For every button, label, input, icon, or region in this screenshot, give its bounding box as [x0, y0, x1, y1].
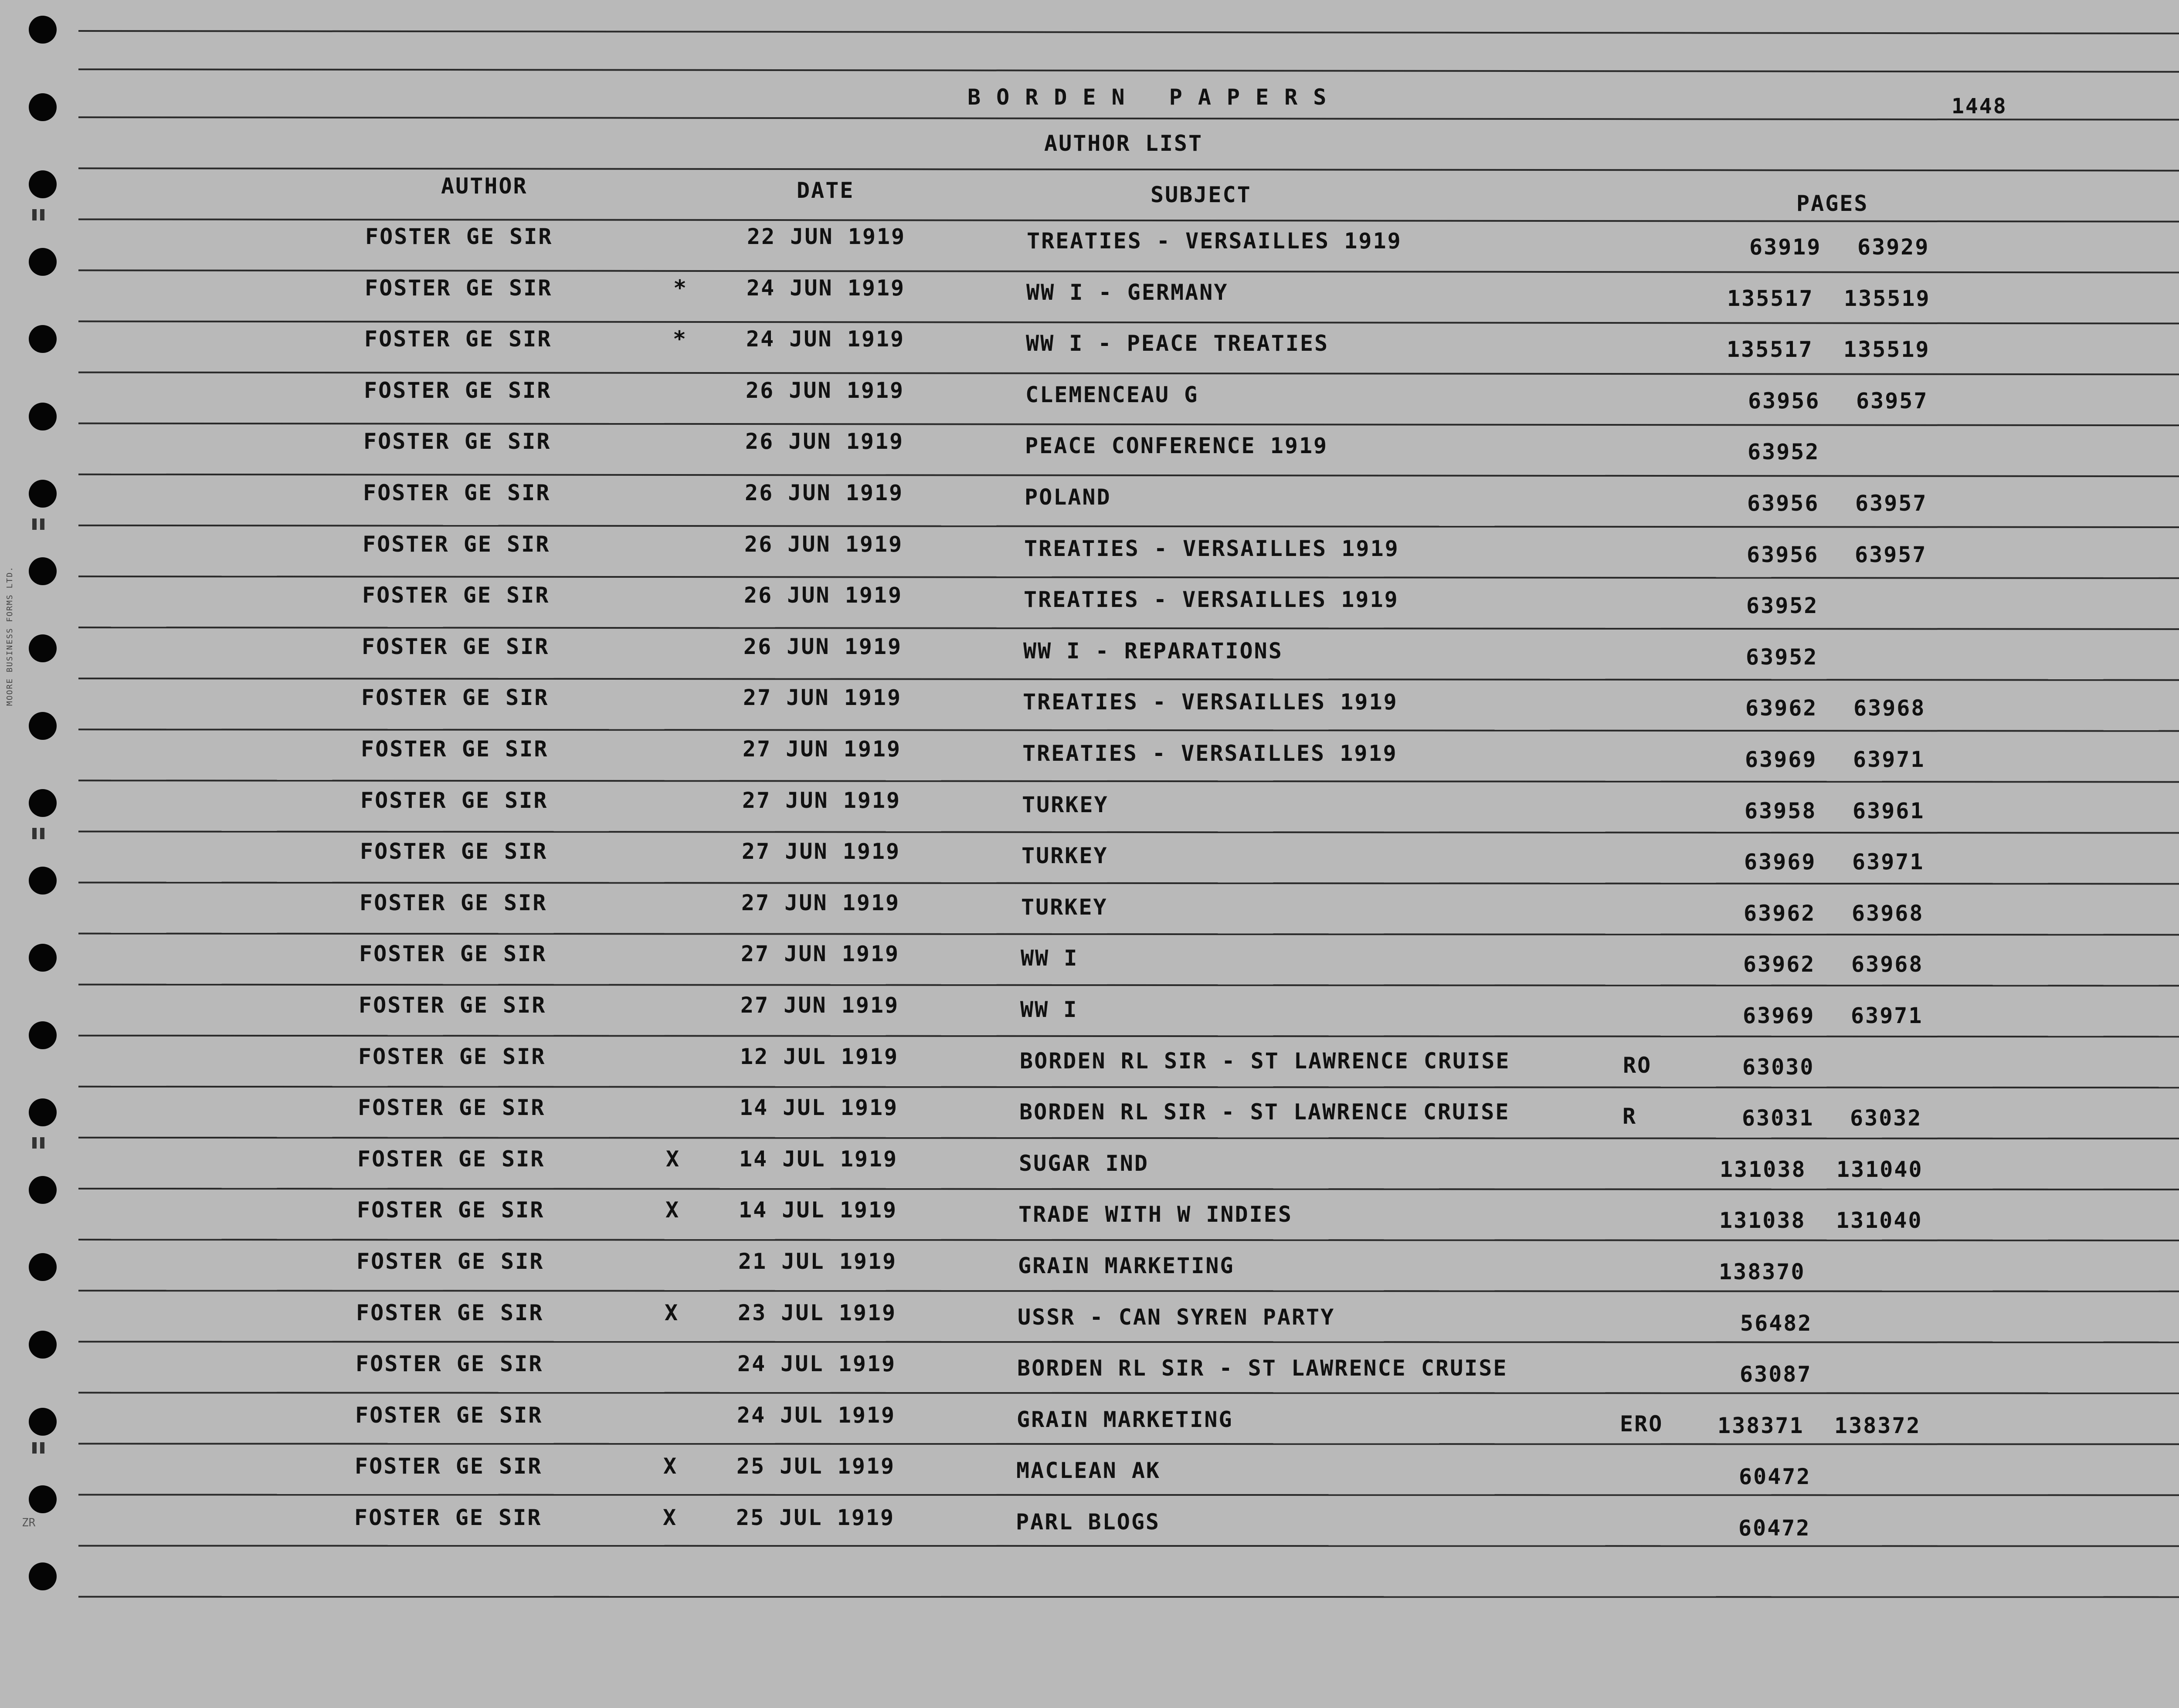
- row-page-from: 63962: [1745, 695, 1818, 721]
- row-page-to: 131040: [1836, 1208, 1923, 1234]
- row-page-from: 135517: [1727, 285, 1814, 311]
- ruled-line: [78, 984, 2179, 987]
- row-subject: BORDEN RL SIR - ST LAWRENCE CRUISE: [1020, 1048, 1510, 1074]
- feed-hole-icon: [29, 712, 57, 740]
- row-page-to: 63957: [1855, 491, 1928, 516]
- row-page-from: 63969: [1745, 747, 1817, 772]
- row-subject: TURKEY: [1022, 792, 1109, 817]
- ruled-line: [78, 678, 2179, 681]
- perforation-mark-icon: [40, 828, 44, 839]
- ruled-line: [78, 68, 2179, 73]
- ruled-line: [78, 576, 2179, 579]
- ruled-line: [78, 474, 2179, 477]
- ruled-line: [78, 320, 2179, 324]
- ruled-line: [78, 525, 2179, 528]
- row-author: FOSTER GE SIR: [361, 736, 549, 762]
- row-author: FOSTER GE SIR: [357, 1197, 545, 1223]
- row-author: FOSTER GE SIR: [364, 377, 552, 403]
- row-subject: BORDEN RL SIR - ST LAWRENCE CRUISE: [1017, 1356, 1508, 1381]
- row-page-from: 63956: [1747, 491, 1819, 516]
- list-subtitle: AUTHOR LIST: [1044, 131, 1203, 156]
- row-author: FOSTER GE SIR: [365, 224, 553, 249]
- ruled-line: [78, 1494, 2179, 1496]
- row-subject: TREATIES - VERSAILLES 1919: [1024, 535, 1399, 561]
- ruled-line: [78, 218, 2179, 222]
- row-date: 26 JUN 1919: [743, 634, 903, 659]
- row-page-to: 135519: [1844, 285, 1931, 311]
- row-date: 27 JUN 1919: [741, 941, 900, 967]
- row-author: FOSTER GE SIR: [360, 890, 547, 915]
- row-date: 27 JUN 1919: [742, 839, 901, 864]
- row-page-from: 63958: [1745, 798, 1817, 824]
- feed-hole-icon: [29, 16, 57, 44]
- row-author: FOSTER GE SIR: [356, 1300, 544, 1325]
- row-author: FOSTER GE SIR: [359, 993, 546, 1018]
- document-title: BORDEN PAPERS: [967, 85, 1342, 110]
- row-date: 25 JUL 1919: [736, 1505, 895, 1530]
- feed-hole-icon: [29, 1021, 57, 1049]
- feed-hole-icon: [29, 1485, 57, 1513]
- row-code: R: [1622, 1104, 1637, 1129]
- row-date: 26 JUN 1919: [746, 377, 905, 403]
- perforation-mark-icon: [40, 1137, 44, 1149]
- row-date: 27 JUN 1919: [742, 787, 901, 813]
- row-subject: WW I - REPARATIONS: [1023, 638, 1283, 664]
- row-subject: TURKEY: [1022, 843, 1108, 869]
- ruled-line: [78, 1392, 2179, 1394]
- row-author: FOSTER GE SIR: [359, 941, 547, 967]
- feed-hole-icon: [29, 403, 57, 430]
- row-page-from: 138370: [1719, 1259, 1806, 1284]
- row-date: 26 JUN 1919: [744, 531, 903, 557]
- row-page-from: 60472: [1739, 1464, 1811, 1490]
- ruled-line: [78, 1443, 2179, 1445]
- perforation-mark-icon: [32, 1137, 37, 1149]
- ruled-line: [78, 372, 2179, 376]
- row-date: 14 JUL 1919: [740, 1095, 899, 1121]
- feed-hole-icon: [29, 170, 57, 198]
- row-page-to: 63968: [1851, 952, 1924, 977]
- feed-hole-icon: [29, 789, 57, 817]
- ruled-line: [78, 779, 2179, 783]
- feed-hole-icon: [29, 1562, 57, 1590]
- ruled-line: [78, 1035, 2179, 1038]
- row-author: FOSTER GE SIR: [354, 1505, 542, 1530]
- row-page-to: 63971: [1853, 747, 1925, 772]
- row-subject: WW I: [1020, 997, 1078, 1022]
- row-date: 27 JUN 1919: [741, 890, 900, 915]
- row-page-to: 131040: [1836, 1156, 1923, 1182]
- row-page-from: 135517: [1727, 337, 1813, 363]
- row-date: 26 JUN 1919: [744, 583, 903, 608]
- row-page-from: 138371: [1717, 1413, 1804, 1438]
- row-subject: TREATIES - VERSAILLES 1919: [1027, 228, 1402, 254]
- ruled-line: [78, 881, 2179, 884]
- row-author: FOSTER GE SIR: [365, 275, 553, 301]
- row-date: 14 JUL 1919: [739, 1197, 898, 1223]
- row-date: 14 JUL 1919: [739, 1146, 898, 1172]
- row-date: 12 JUL 1919: [740, 1044, 899, 1069]
- ruled-line: [78, 167, 2179, 172]
- row-page-to: 63971: [1851, 1003, 1923, 1028]
- row-page-from: 63956: [1748, 388, 1820, 413]
- row-author: FOSTER GE SIR: [363, 480, 551, 505]
- row-subject: TREATIES - VERSAILLES 1919: [1023, 689, 1398, 715]
- row-author: FOSTER GE SIR: [361, 685, 549, 711]
- row-author: FOSTER GE SIR: [358, 1044, 546, 1069]
- column-header-subject: SUBJECT: [1151, 182, 1252, 207]
- ruled-line: [78, 116, 2179, 121]
- row-date: 24 JUL 1919: [737, 1402, 896, 1428]
- row-page-to: 135519: [1843, 337, 1930, 363]
- row-date: 24 JUN 1919: [746, 326, 905, 352]
- ruled-line: [78, 1137, 2179, 1139]
- row-date: 25 JUL 1919: [737, 1454, 896, 1479]
- row-author: FOSTER GE SIR: [355, 1402, 543, 1428]
- row-date: 22 JUN 1919: [747, 224, 906, 249]
- row-page-from: 63969: [1743, 1003, 1815, 1028]
- ruled-line: [78, 627, 2179, 630]
- row-author: FOSTER GE SIR: [362, 634, 550, 659]
- row-subject: TREATIES - VERSAILLES 1919: [1024, 587, 1399, 613]
- perforation-mark-icon: [32, 209, 37, 220]
- row-page-from: 63919: [1749, 234, 1822, 260]
- row-subject: GRAIN MARKETING: [1018, 1253, 1235, 1278]
- feed-hole-icon: [29, 1408, 57, 1436]
- row-page-to: 63957: [1856, 388, 1928, 413]
- feed-hole-icon: [29, 634, 57, 662]
- row-date: 24 JUN 1919: [747, 275, 906, 301]
- ruled-line: [78, 1290, 2179, 1292]
- row-author: FOSTER GE SIR: [364, 326, 552, 352]
- row-subject: GRAIN MARKETING: [1017, 1406, 1233, 1432]
- row-subject: CLEMENCEAU G: [1025, 382, 1199, 407]
- corner-mark: ZR: [22, 1516, 36, 1529]
- row-date: 26 JUN 1919: [745, 480, 904, 505]
- row-page-to: 63968: [1852, 900, 1924, 926]
- row-date: 26 JUN 1919: [745, 429, 904, 454]
- row-flag: *: [673, 275, 688, 301]
- ruled-line: [78, 1188, 2179, 1190]
- feed-hole-icon: [29, 480, 57, 508]
- column-header-author: AUTHOR: [441, 173, 528, 199]
- row-page-from: 63087: [1740, 1362, 1812, 1387]
- row-page-to: 63929: [1857, 234, 1930, 260]
- row-date: 21 JUL 1919: [738, 1249, 897, 1274]
- row-subject: POLAND: [1025, 485, 1111, 510]
- row-page-from: 56482: [1740, 1310, 1812, 1336]
- row-subject: TREATIES - VERSAILLES 1919: [1022, 741, 1398, 766]
- ruled-line: [78, 1545, 2179, 1547]
- column-header-pages: PAGES: [1796, 191, 1869, 216]
- row-code: ERO: [1620, 1411, 1663, 1437]
- row-page-to: 138372: [1834, 1413, 1921, 1438]
- row-author: FOSTER GE SIR: [358, 1095, 546, 1121]
- row-page-from: 60472: [1738, 1515, 1811, 1541]
- row-date: 27 JUN 1919: [743, 736, 902, 762]
- row-page-to: 63957: [1855, 542, 1927, 567]
- feed-hole-icon: [29, 1331, 57, 1359]
- row-author: FOSTER GE SIR: [360, 787, 548, 813]
- feed-hole-icon: [29, 325, 57, 353]
- feed-hole-icon: [29, 867, 57, 895]
- row-flag: X: [665, 1300, 679, 1325]
- ruled-line: [78, 830, 2179, 834]
- row-page-from: 63956: [1747, 542, 1819, 567]
- row-page-from: 63952: [1748, 439, 1820, 465]
- row-page-from: 63031: [1742, 1105, 1814, 1131]
- row-subject: SUGAR IND: [1019, 1150, 1149, 1176]
- feed-hole-icon: [29, 1098, 57, 1126]
- feed-hole-icon: [29, 93, 57, 121]
- row-subject: MACLEAN AK: [1016, 1458, 1161, 1484]
- row-author: FOSTER GE SIR: [362, 583, 550, 608]
- row-date: 27 JUN 1919: [743, 685, 902, 711]
- row-page-from: 131038: [1719, 1208, 1806, 1234]
- row-page-from: 63952: [1746, 593, 1819, 619]
- row-page-from: 63952: [1746, 644, 1818, 670]
- ruled-line: [78, 269, 2179, 273]
- page-number: 1448: [1952, 94, 2007, 119]
- row-subject: WW I: [1021, 946, 1079, 971]
- row-subject: TRADE WITH W INDIES: [1018, 1202, 1293, 1227]
- feed-hole-icon: [29, 1253, 57, 1281]
- row-author: FOSTER GE SIR: [360, 839, 548, 864]
- row-subject: TURKEY: [1021, 894, 1108, 920]
- row-page-from: 63962: [1744, 900, 1816, 926]
- row-code: RO: [1623, 1052, 1652, 1078]
- ruled-line: [78, 1341, 2179, 1343]
- row-date: 24 JUL 1919: [737, 1351, 896, 1377]
- row-flag: X: [666, 1146, 681, 1172]
- perforation-mark-icon: [32, 518, 37, 530]
- row-subject: WW I - GERMANY: [1026, 279, 1229, 305]
- row-author: FOSTER GE SIR: [363, 429, 551, 454]
- row-subject: PARL BLOGS: [1016, 1509, 1161, 1535]
- row-page-from: 63969: [1744, 849, 1816, 875]
- perforation-mark-icon: [40, 1442, 44, 1454]
- row-date: 27 JUN 1919: [740, 993, 899, 1018]
- ruled-line: [78, 30, 2179, 34]
- feed-hole-icon: [29, 944, 57, 972]
- ruled-line: [78, 1596, 2179, 1598]
- row-author: FOSTER GE SIR: [356, 1351, 543, 1377]
- ruled-line: [78, 729, 2179, 732]
- printer-imprint: MOORE BUSINESS FORMS LTD.: [5, 566, 14, 706]
- column-header-date: DATE: [797, 178, 855, 203]
- row-author: FOSTER GE SIR: [357, 1146, 545, 1172]
- ruled-line: [78, 1086, 2179, 1088]
- row-page-to: 63961: [1853, 798, 1925, 824]
- perforation-mark-icon: [40, 209, 44, 220]
- ruled-line: [78, 1239, 2179, 1241]
- feed-hole-icon: [29, 1176, 57, 1204]
- row-page-from: 63962: [1743, 952, 1816, 977]
- row-author: FOSTER GE SIR: [363, 531, 550, 557]
- row-flag: X: [665, 1197, 680, 1223]
- perforation-mark-icon: [32, 828, 37, 839]
- feed-hole-icon: [29, 557, 57, 585]
- row-flag: X: [663, 1454, 678, 1479]
- row-page-from: 131038: [1720, 1156, 1806, 1182]
- row-page-from: 63030: [1742, 1054, 1815, 1080]
- row-date: 23 JUL 1919: [738, 1300, 897, 1325]
- row-page-to: 63032: [1850, 1105, 1922, 1131]
- perforation-mark-icon: [32, 1442, 37, 1454]
- row-subject: USSR - CAN SYREN PARTY: [1018, 1304, 1335, 1330]
- row-subject: WW I - PEACE TREATIES: [1026, 331, 1329, 356]
- row-subject: PEACE CONFERENCE 1919: [1025, 433, 1328, 459]
- row-page-to: 63971: [1852, 849, 1924, 875]
- ruled-line: [78, 423, 2179, 427]
- row-flag: *: [673, 326, 688, 352]
- perforation-mark-icon: [40, 518, 44, 530]
- row-flag: X: [663, 1505, 678, 1530]
- row-subject: BORDEN RL SIR - ST LAWRENCE CRUISE: [1019, 1099, 1510, 1125]
- row-author: FOSTER GE SIR: [356, 1249, 544, 1274]
- ruled-line: [78, 933, 2179, 936]
- row-author: FOSTER GE SIR: [355, 1454, 543, 1479]
- feed-hole-icon: [29, 248, 57, 276]
- row-page-to: 63968: [1853, 695, 1926, 721]
